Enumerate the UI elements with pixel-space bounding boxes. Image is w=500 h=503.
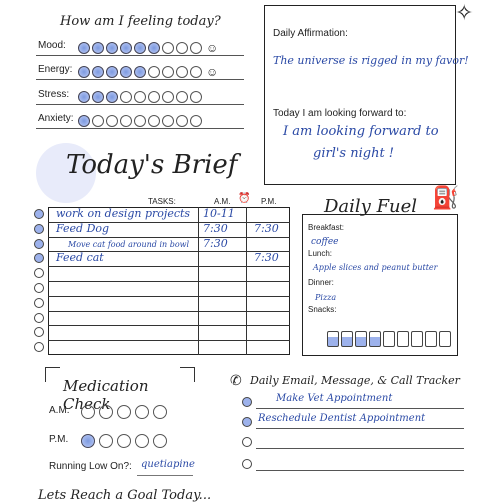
table-row-line — [48, 281, 290, 282]
med-dose-circle[interactable] — [81, 405, 95, 419]
rating-circle[interactable] — [92, 42, 104, 54]
row-underline — [36, 55, 244, 56]
tasks-header: TASKS: — [148, 197, 176, 206]
smile-face-icon: ☺ — [206, 64, 219, 79]
task-checkbox[interactable] — [34, 253, 44, 263]
rating-circle[interactable] — [162, 66, 174, 78]
rating-circle[interactable] — [78, 115, 90, 127]
rating-circle[interactable] — [134, 42, 146, 54]
table-row-line — [48, 311, 290, 312]
mood-row-label: Mood: — [38, 40, 66, 51]
task-text[interactable]: Feed Dog — [56, 221, 110, 235]
task-checkbox[interactable] — [34, 342, 44, 352]
rating-circle[interactable] — [78, 66, 90, 78]
rating-circle[interactable] — [176, 115, 188, 127]
task-text[interactable]: Feed cat — [56, 251, 104, 265]
med-dose-circle[interactable] — [81, 434, 95, 448]
task-am-time[interactable]: 7:30 — [203, 221, 228, 235]
rating-circle[interactable] — [120, 42, 132, 54]
breakfast-value[interactable]: coffee — [311, 237, 339, 247]
rating-circle[interactable] — [120, 66, 132, 78]
tracker-line — [256, 428, 464, 429]
row-underline — [36, 104, 244, 105]
water-glass-icon[interactable] — [369, 331, 381, 347]
rating-circle[interactable] — [78, 91, 90, 103]
smile-face-icon: ☺ — [206, 40, 219, 55]
med-am-circles — [81, 403, 171, 421]
fuel-pump-icon: ⛽ — [432, 185, 460, 210]
row-underline — [36, 79, 244, 80]
tracker-title: Daily Email, Message, & Call Tracker — [250, 374, 460, 387]
task-pm-time[interactable]: 7:30 — [254, 251, 279, 265]
rating-circle[interactable] — [78, 42, 90, 54]
fuel-title: Daily Fuel — [324, 196, 418, 217]
water-glass-icon[interactable] — [439, 331, 451, 347]
water-glass-icon[interactable] — [383, 331, 395, 347]
running-low-line — [137, 475, 193, 476]
rating-circle[interactable] — [106, 42, 118, 54]
rating-circle[interactable] — [134, 91, 146, 103]
task-text[interactable]: work on design projects — [56, 207, 191, 220]
forward-text-line1[interactable]: I am looking forward to — [283, 124, 439, 139]
mood-row-label: Stress: — [38, 89, 70, 100]
lunch-value[interactable]: Apple slices and peanut butter — [313, 263, 438, 272]
corner-mark — [45, 367, 60, 382]
rating-circle[interactable] — [190, 91, 202, 103]
mood-row-label: Energy: — [38, 64, 73, 75]
task-checkbox[interactable] — [34, 313, 44, 323]
mood-section-title: How am I feeling today? — [60, 14, 221, 29]
tracker-line — [256, 470, 464, 471]
tracker-checkbox[interactable] — [242, 437, 252, 447]
water-tracker — [327, 331, 457, 349]
table-row-line — [48, 296, 290, 297]
task-checkbox[interactable] — [34, 268, 44, 278]
rating-circle[interactable] — [190, 66, 202, 78]
rating-circle[interactable] — [106, 66, 118, 78]
rating-circle[interactable] — [134, 66, 146, 78]
med-dose-circle[interactable] — [135, 405, 149, 419]
tracker-checkbox[interactable] — [242, 417, 252, 427]
task-checkbox[interactable] — [34, 239, 44, 249]
breakfast-label: Breakfast: — [308, 223, 345, 232]
forward-text-line2[interactable]: girl's night ! — [313, 146, 395, 161]
rating-circle[interactable] — [106, 115, 118, 127]
tracker-item-text[interactable]: Reschedule Dentist Appointment — [258, 413, 426, 424]
med-am-label: A.M. — [49, 405, 70, 416]
am-header: A.M. — [214, 197, 231, 206]
snacks-label: Snacks: — [308, 305, 337, 314]
rating-circle[interactable] — [120, 115, 132, 127]
rating-circle[interactable] — [162, 42, 174, 54]
med-dose-circle[interactable] — [117, 434, 131, 448]
tracker-checkbox[interactable] — [242, 459, 252, 469]
task-checkbox[interactable] — [34, 298, 44, 308]
table-row-line — [48, 340, 290, 341]
rating-circle[interactable] — [148, 66, 160, 78]
water-glass-icon[interactable] — [425, 331, 437, 347]
dinner-value[interactable]: Pizza — [315, 293, 337, 302]
water-glass-icon[interactable] — [327, 331, 339, 347]
water-glass-icon[interactable] — [355, 331, 367, 347]
running-low-value[interactable]: quetiapine — [141, 459, 195, 470]
mood-row-label: Anxiety: — [38, 113, 74, 124]
water-glass-icon[interactable] — [411, 331, 423, 347]
med-dose-circle[interactable] — [117, 405, 131, 419]
med-dose-circle[interactable] — [153, 434, 167, 448]
task-checkbox[interactable] — [34, 224, 44, 234]
table-row-line — [48, 237, 290, 238]
tracker-checkbox[interactable] — [242, 397, 252, 407]
table-row-line — [48, 325, 290, 326]
rating-circle[interactable] — [134, 115, 146, 127]
running-low-label: Running Low On?: — [49, 461, 132, 472]
rating-circle[interactable] — [162, 115, 174, 127]
row-underline — [36, 128, 244, 129]
sparkle-icon: ✧ — [455, 0, 474, 25]
affirmation-box — [264, 5, 469, 185]
task-am-time[interactable]: 10-11 — [203, 207, 235, 220]
med-pm-circles — [81, 432, 171, 450]
rating-circle[interactable] — [92, 91, 104, 103]
rating-circle[interactable] — [148, 91, 160, 103]
rating-circle[interactable] — [148, 42, 160, 54]
rating-circle[interactable] — [92, 66, 104, 78]
med-pm-label: P.M. — [49, 434, 69, 445]
rating-circle[interactable] — [162, 91, 174, 103]
fuel-box — [302, 214, 458, 356]
task-am-time[interactable]: 7:30 — [203, 236, 228, 250]
task-checkbox[interactable] — [34, 327, 44, 337]
rating-circle[interactable] — [148, 115, 160, 127]
med-dose-circle[interactable] — [99, 434, 113, 448]
rating-circle[interactable] — [106, 91, 118, 103]
med-dose-circle[interactable] — [99, 405, 113, 419]
rating-circle[interactable] — [190, 115, 202, 127]
rating-circle[interactable] — [120, 91, 132, 103]
water-glass-icon[interactable] — [397, 331, 409, 347]
brief-title: Today's Brief — [66, 150, 238, 180]
rating-circle[interactable] — [176, 66, 188, 78]
med-dose-circle[interactable] — [153, 405, 167, 419]
rating-circle[interactable] — [176, 91, 188, 103]
medication-title: Medication Check — [63, 377, 149, 413]
task-checkbox[interactable] — [34, 283, 44, 293]
task-pm-time[interactable]: 7:30 — [254, 221, 279, 235]
tracker-line — [256, 408, 464, 409]
tracker-item-text[interactable]: Make Vet Appointment — [276, 393, 393, 404]
rating-circle[interactable] — [190, 42, 202, 54]
task-text[interactable]: Move cat food around in bowl — [68, 239, 190, 249]
phone-icon: ✆ — [230, 372, 242, 388]
medication-section — [45, 367, 195, 479]
affirmation-label: Daily Affirmation: — [273, 28, 348, 39]
task-checkbox[interactable] — [34, 209, 44, 219]
dinner-label: Dinner: — [308, 278, 334, 287]
med-dose-circle[interactable] — [135, 434, 149, 448]
footer-goal-title: Lets Reach a Goal Today... — [38, 488, 212, 503]
alarm-clock-icon: ⏰ — [238, 193, 251, 204]
affirmation-text[interactable]: The universe is rigged in my favor! — [273, 54, 469, 67]
water-glass-icon[interactable] — [341, 331, 353, 347]
rating-circle[interactable] — [92, 115, 104, 127]
rating-circle[interactable] — [176, 42, 188, 54]
table-row-line — [48, 266, 290, 267]
forward-label: Today I am looking forward to: — [273, 108, 407, 119]
lunch-label: Lunch: — [308, 249, 333, 258]
tracker-line — [256, 448, 464, 449]
pm-header: P.M. — [261, 197, 277, 206]
